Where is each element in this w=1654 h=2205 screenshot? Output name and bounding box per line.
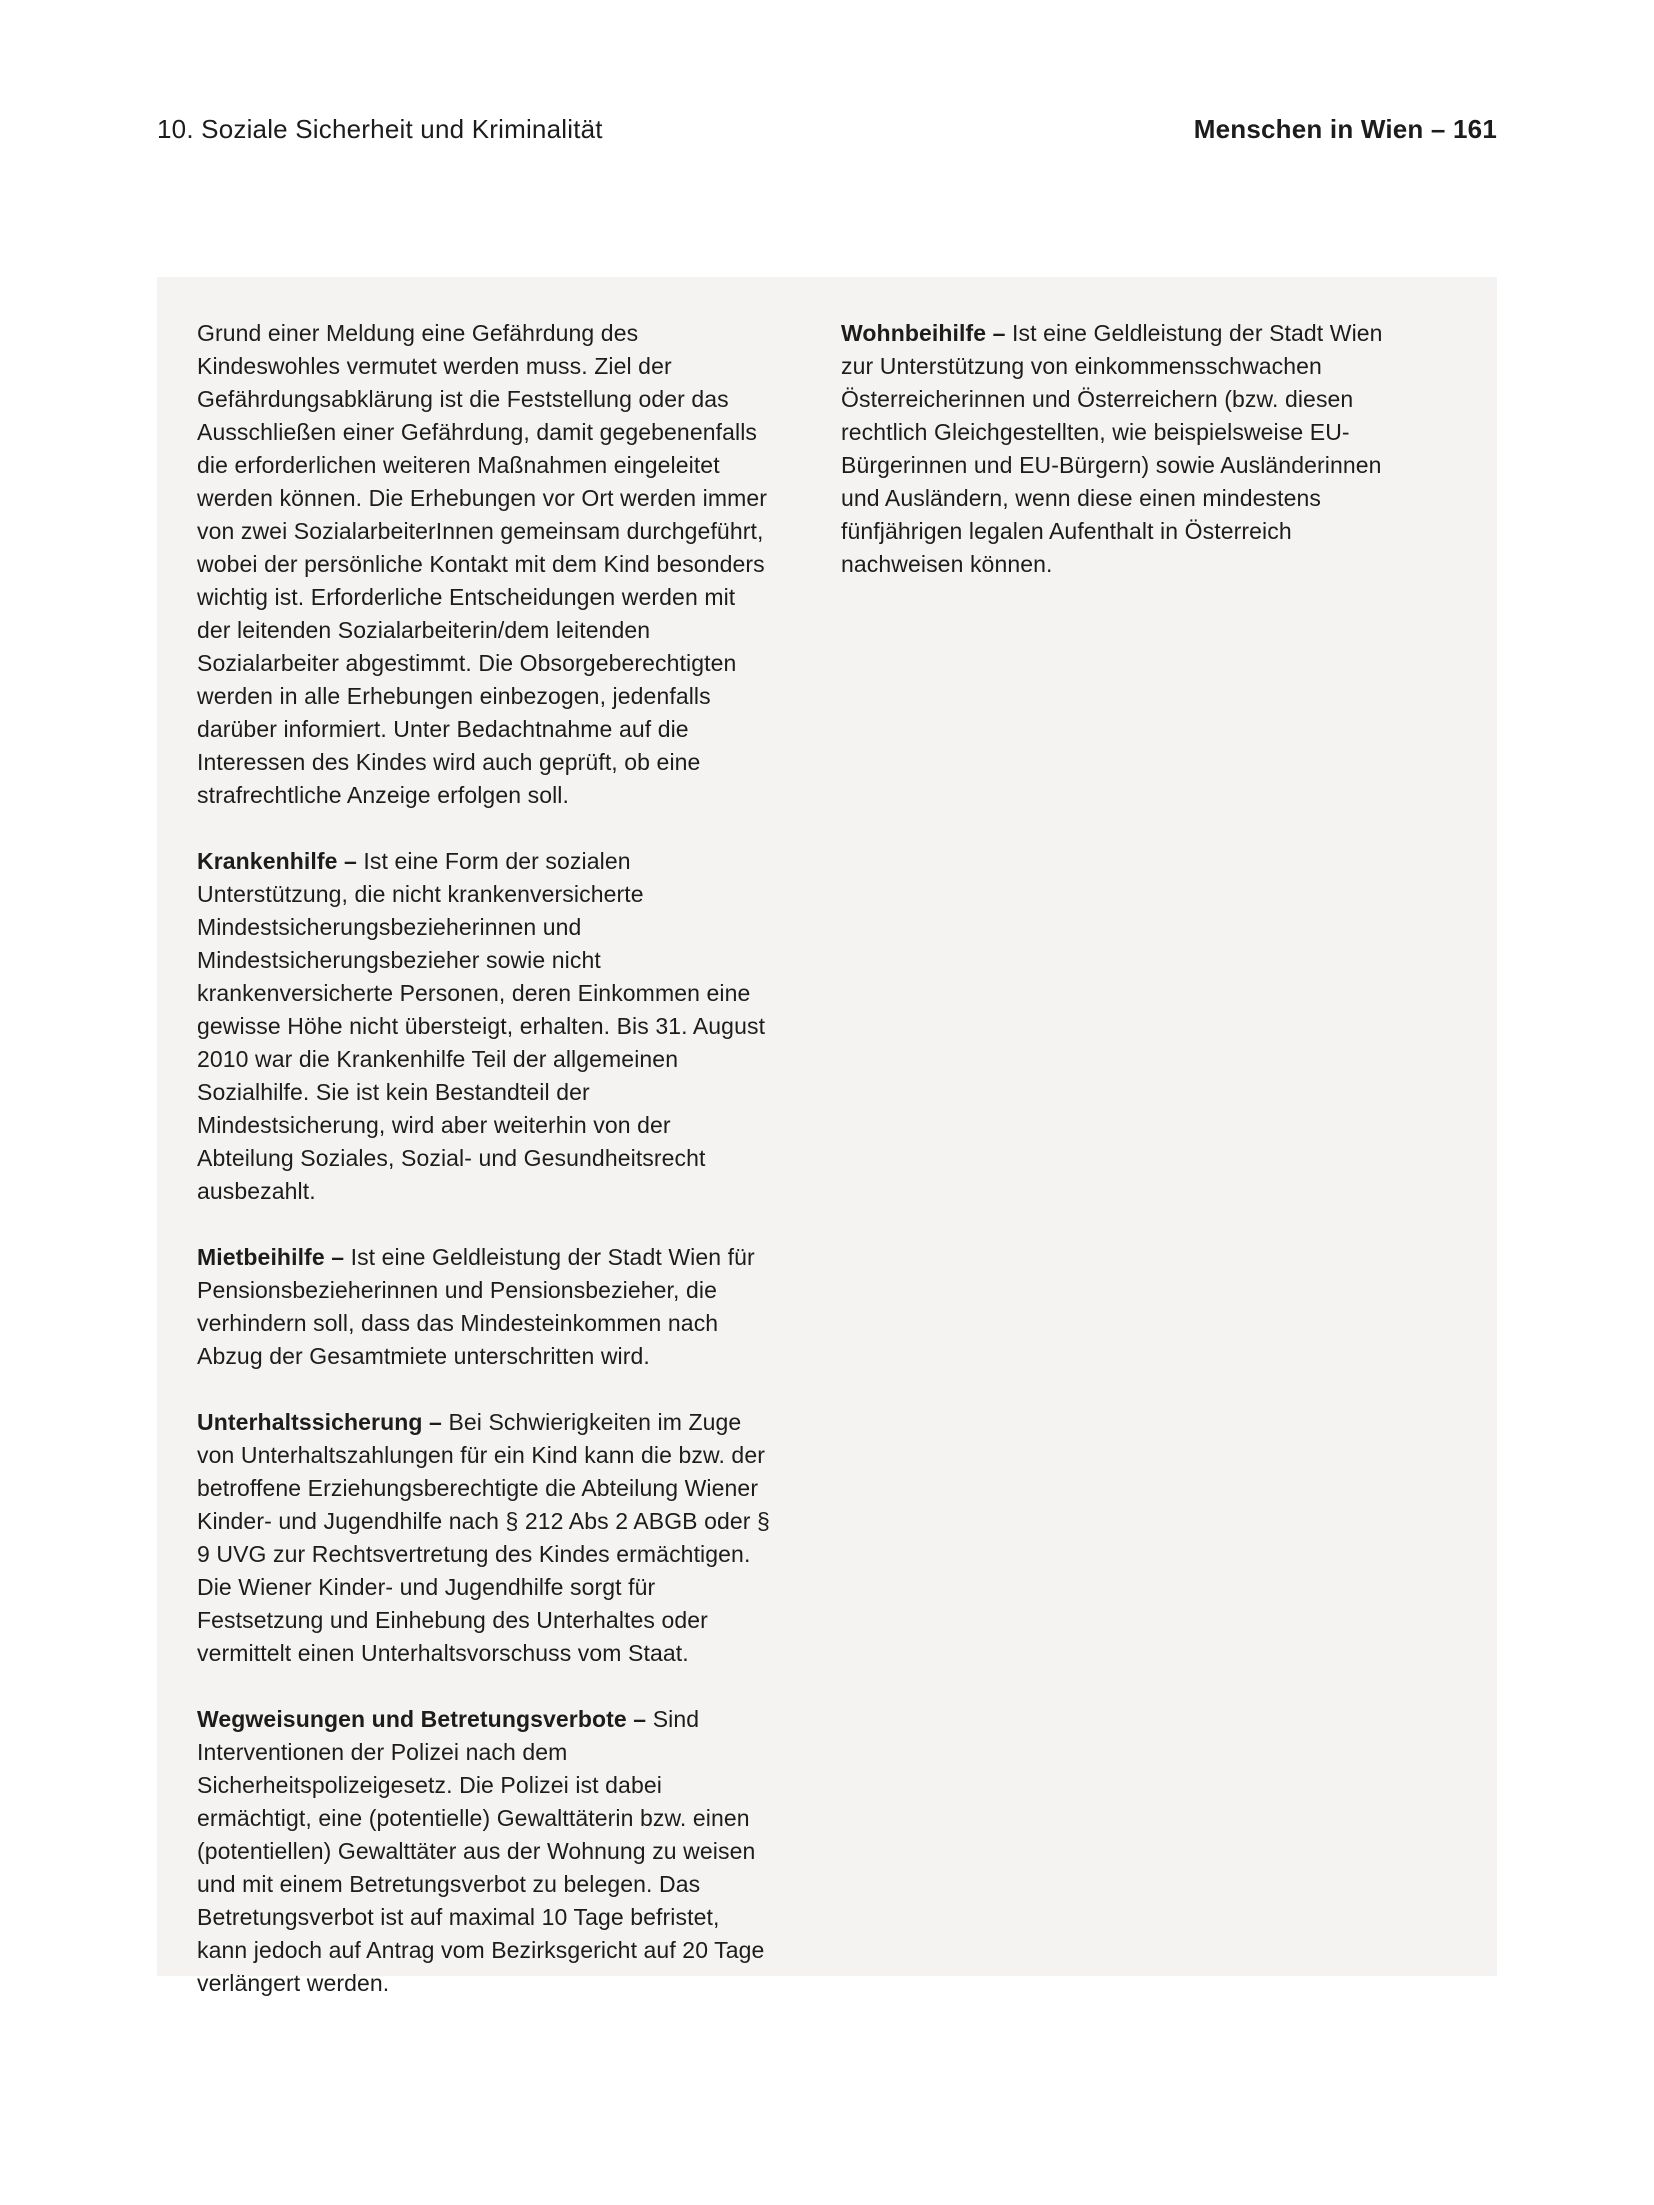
paragraph-mietbeihilfe <box>197 1241 772 1373</box>
page-number-marker: Menschen in Wien – 161 <box>1193 114 1497 144</box>
term-label-wegweisungen: Wegweisungen und Betretungsverbote – <box>197 1706 647 1732</box>
paragraph-text: Grund einer Meldung eine Gefährdung des Kindeswohles vermutet werden muss. Ziel der Gefährdungsabklärung ist die Feststellung oder das Ausschließen einer Gefährdung, damit gegebenenfalls die erforderlichen weiteren Maßnahmen eingeleitet werden können. Die Erhebungen vor Ort werden immer von zwei SozialarbeiterInnen gemeinsam durchgeführt, wobei der persönliche Kontakt mit dem Kind besonders wichtig ist. Erforderliche Entscheidungen werden mit der leitenden Sozialarbeiterin/dem leitenden Sozialarbeiter abgestimmt. Die Obsorgeberechtigten werden in alle Erhebungen einbezogen, jedenfalls darüber informiert. Unter Bedachtnahme auf die Interessen des Kindes wird auch geprüft, ob eine strafrechtliche Anzeige erfolgen soll. <box>197 320 768 808</box>
term-label-unterhaltssicherung: Unterhaltssicherung – <box>197 1409 442 1435</box>
paragraph-wegweisungen <box>197 1703 772 2000</box>
paragraph-text: Ist eine Form der sozialen Unterstützung, die nicht krankenversicherte Mindestsicherungsbezieherinnen und Mindestsicherungsbezieher sowie nicht krankenversicherte Personen, deren Einkommen eine gewisse Höhe nicht übersteigt, erhalten. Bis 31. August 2010 war die Krankenhilfe Teil der allgemeinen Sozialhilfe. Sie ist kein Bestandteil der Mindestsicherung, wird aber weiterhin von der Abteilung Soziales, Sozial- und Gesundheitsrecht ausbezahlt. <box>197 848 766 1204</box>
paragraph-unterhaltssicherung <box>197 1406 772 1670</box>
term-label-wohnbeihilfe: Wohnbeihilfe – <box>841 320 1006 346</box>
paragraph-continuation <box>197 317 772 812</box>
column-left <box>197 317 772 1996</box>
term-label-mietbeihilfe: Mietbeihilfe – <box>197 1244 345 1270</box>
paragraph-text: Ist eine Geldleistung der Stadt Wien zur Unterstützung von einkommensschwachen Österreicherinnen und Österreichern (bzw. diesen rechtlich Gleichgestellten, wie beispielsweise EU-Bürgerinnen und EU-Bürgern) sowie Ausländerinnen und Ausländern, wenn diese einen mindestens fünfjährigen legalen Aufenthalt in Österreich nachweisen können. <box>841 320 1383 577</box>
column-right <box>841 317 1416 1936</box>
paragraph-text: Ist eine Geldleistung der Stadt Wien für Pensionsbezieherinnen und Pensionsbezieher, die verhindern soll, dass das Mindesteinkommen nach Abzug der Gesamtmiete unterschritten wird. <box>197 1244 755 1369</box>
paragraph-krankenhilfe <box>197 845 772 1208</box>
content-box <box>157 277 1497 1996</box>
chapter-title: 10. Soziale Sicherheit und Kriminalität <box>157 114 603 144</box>
paragraph-wohnbeihilfe <box>841 317 1416 581</box>
page-header <box>157 114 1497 144</box>
paragraph-text: Bei Schwierigkeiten im Zuge von Unterhaltszahlungen für ein Kind kann die bzw. der betroffene Erziehungsberechtigte die Abteilung Wiener Kinder- und Jugendhilfe nach § 212 Abs 2 ABGB oder § 9 UVG zur Rechtsvertretung des Kindes ermächtigen. Die Wiener Kinder- und Jugendhilfe sorgt für Festsetzung und Einhebung des Unterhaltes oder vermittelt einen Unterhaltsvorschuss vom Staat. <box>197 1409 770 1666</box>
term-label-krankenhilfe: Krankenhilfe – <box>197 848 357 874</box>
paragraph-text: Sind Interventionen der Polizei nach dem Sicherheitspolizeigesetz. Die Polizei ist dabei ermächtigt, eine (potentielle) Gewalttäterin bzw. einen (potentiellen) Gewalttäter aus der Wohnung zu weisen und mit einem Betretungsverbot zu belegen. Das Betretungsverbot ist auf maximal 10 Tage befristet, kann jedoch auf Antrag vom Bezirksgericht auf 20 Tage verlängert werden. <box>197 1706 765 1996</box>
